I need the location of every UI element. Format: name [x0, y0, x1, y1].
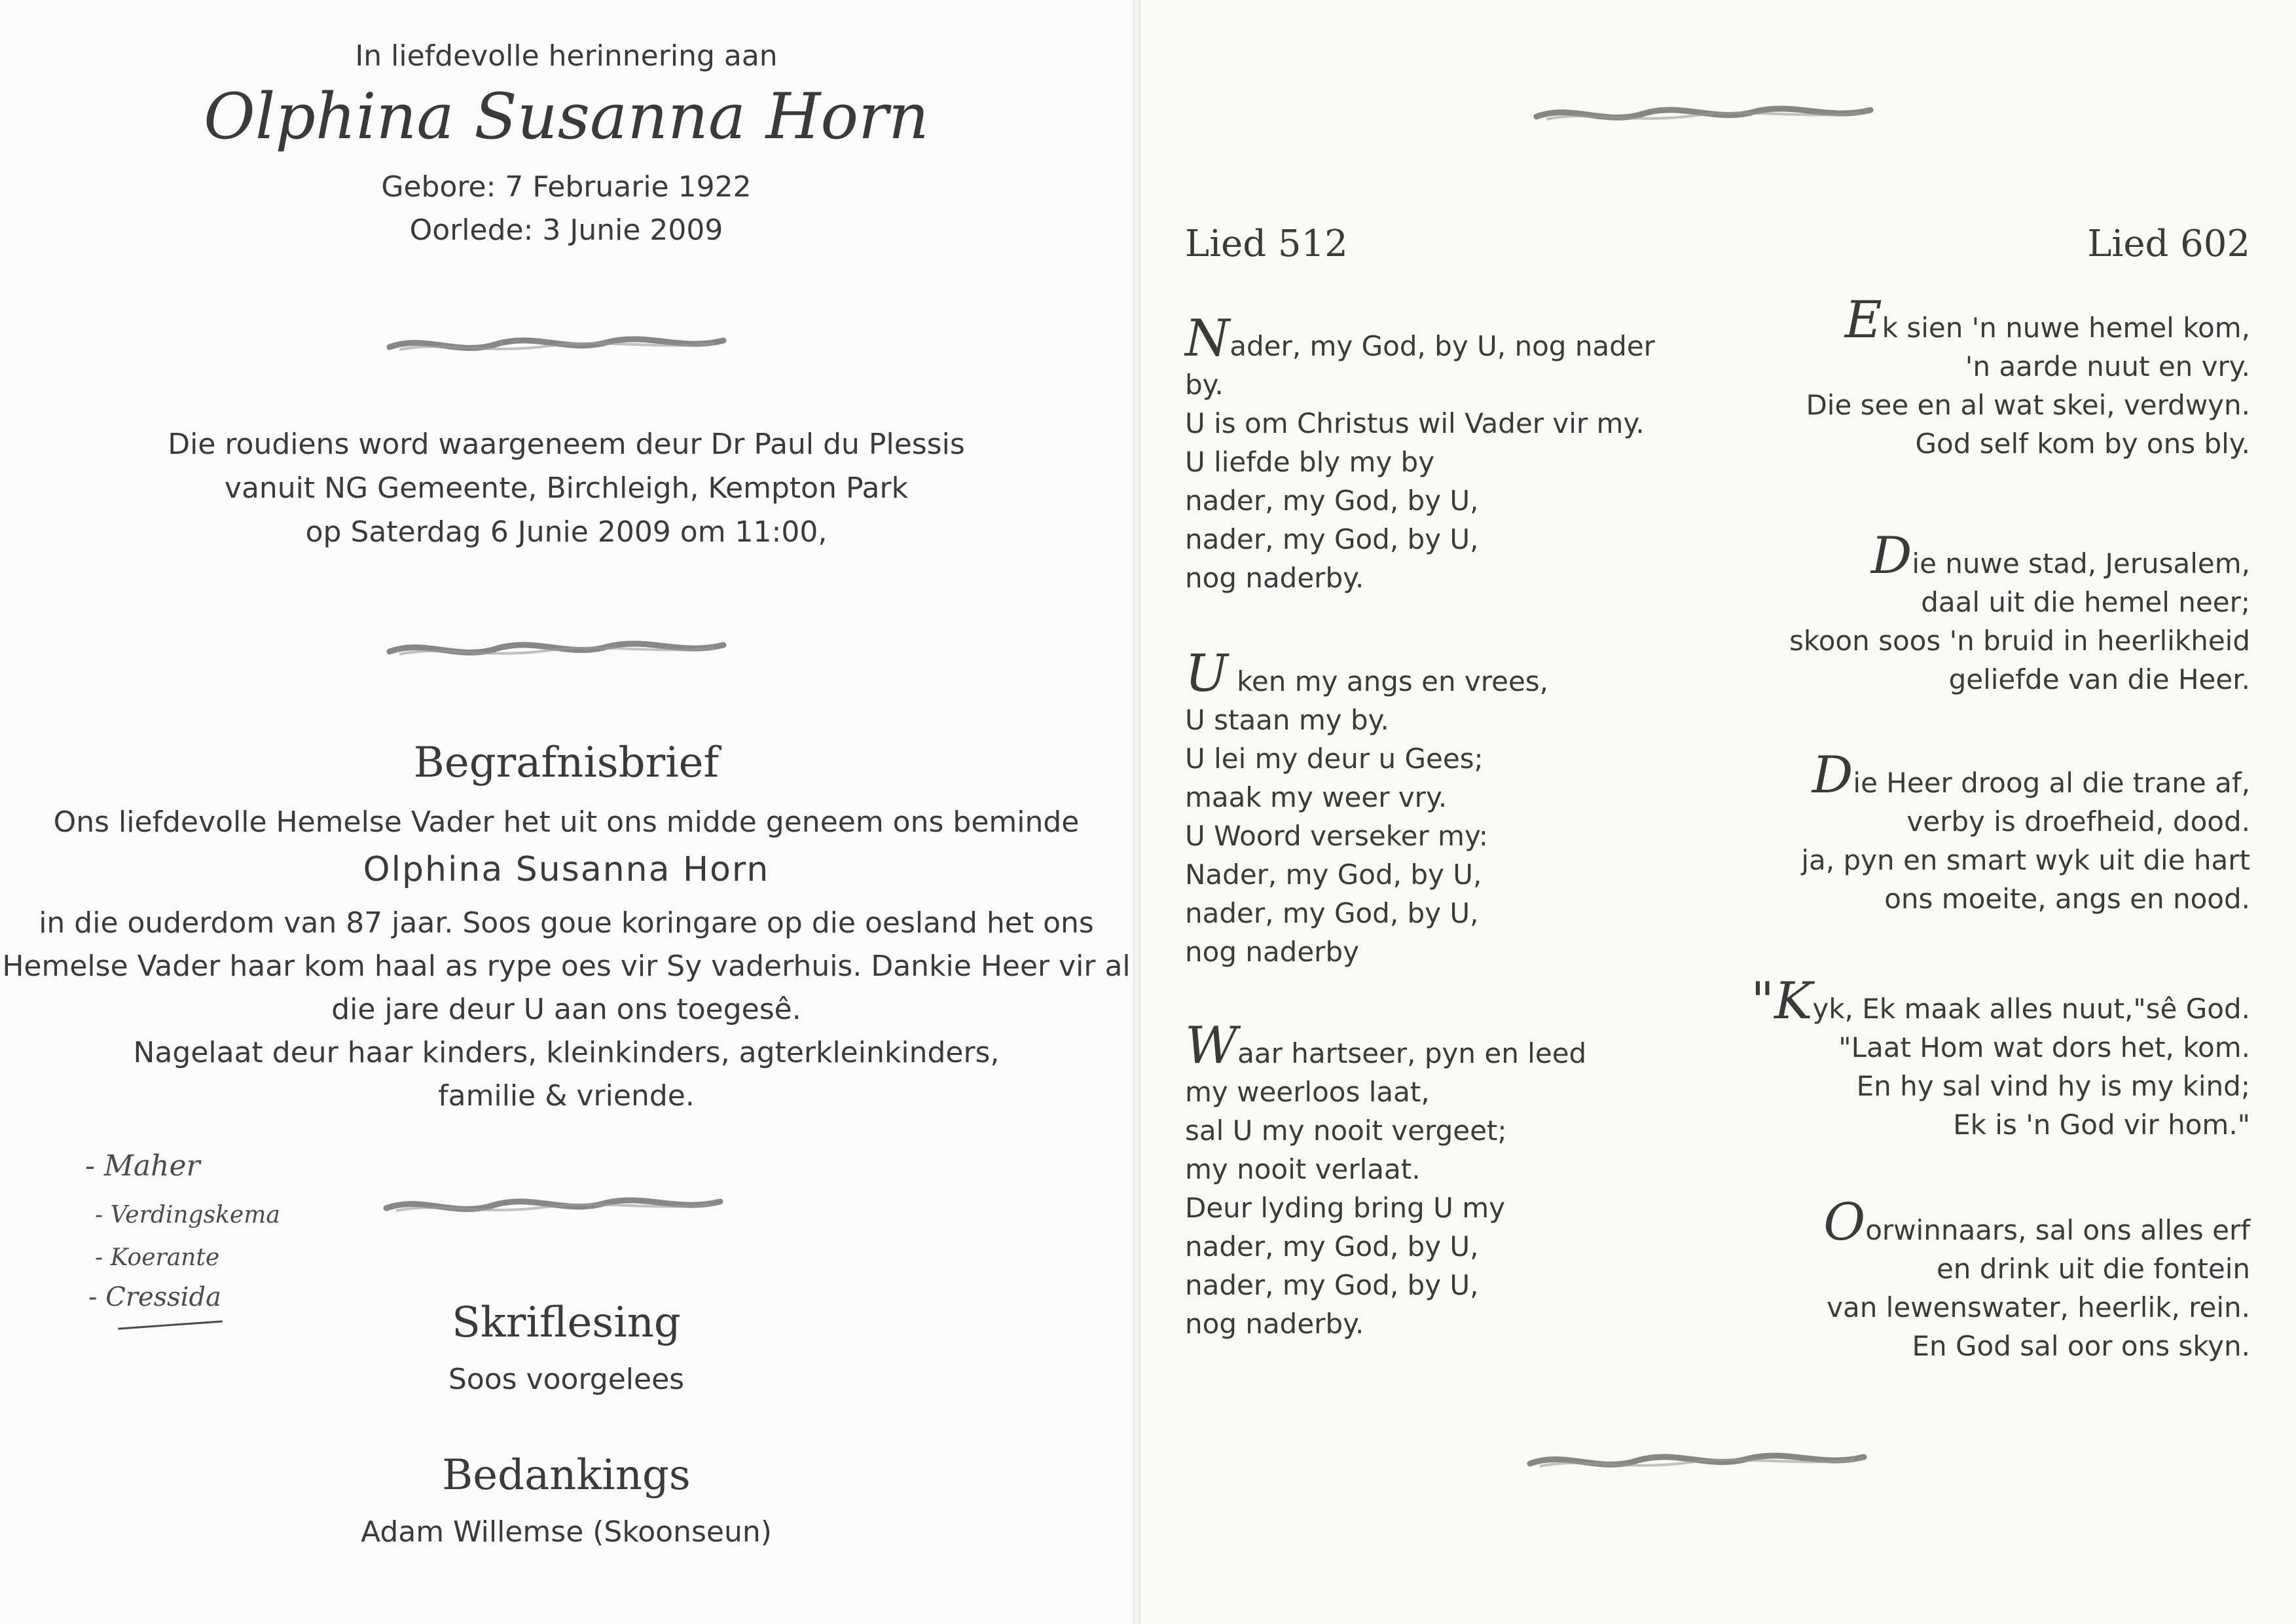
obituary-line-2: Hemelse Vader haar kom haal as rype oes vir Sy vaderhuis. Dankie Heer vir al	[2, 950, 1131, 983]
hymn-512-verse-2	[1185, 644, 1549, 971]
obituary-line-1: in die ouderdom van 87 jaar. Soos goue koringare op die oesland het ons	[39, 906, 1094, 940]
verse-line: God self kom by ons bly.	[1915, 428, 2250, 460]
verse-line: van lewenswater, heerlik, rein.	[1827, 1291, 2250, 1323]
divider-ornament	[386, 632, 727, 665]
verse-line: nader, my God, by U,	[1185, 1230, 1479, 1263]
service-line-3: op Saterdag 6 Junie 2009 om 11:00,	[305, 515, 828, 549]
drop-cap: N	[1185, 309, 1230, 368]
reading-text: Soos voorgelees	[448, 1363, 685, 1396]
divider-ornament	[1527, 1444, 1867, 1477]
thanks-text: Adam Willemse (Skoonseun)	[361, 1515, 772, 1549]
verse-line: verby is droefheid, dood.	[1906, 805, 2250, 838]
intro-text: In liefdevolle herinnering aan	[355, 39, 778, 73]
verse-line: nader, my God, by U,	[1185, 897, 1479, 929]
verse-line: maak my weer vry.	[1185, 781, 1448, 813]
verse-line: Nader, my God, by U,	[1185, 858, 1482, 891]
obituary-name: Olphina Susanna Horn	[363, 850, 770, 889]
right-page	[1140, 0, 2296, 1624]
obituary-lead: Ons liefdevolle Hemelse Vader het uit ons midde geneem ons beminde	[53, 805, 1080, 839]
thanks-title: Bedankings	[442, 1451, 691, 1500]
hymn-602-verse-1	[1806, 291, 2250, 463]
verse-line: en drink uit die fontein	[1936, 1253, 2250, 1285]
drop-cap: "K	[1751, 972, 1813, 1031]
hymn-602-verse-4	[1751, 972, 2250, 1144]
obituary-title: Begrafnisbrief	[413, 739, 720, 787]
obituary-line-5: familie & vriende.	[438, 1079, 695, 1113]
verse-line: my weerloos laat,	[1185, 1076, 1430, 1108]
verse-line: U liefde bly my by	[1185, 446, 1435, 478]
verse-line: U is om Christus wil Vader vir my.	[1185, 407, 1645, 439]
hymn-602-verse-5	[1823, 1193, 2250, 1365]
page-fold	[1133, 0, 1140, 1624]
verse-line: En God sal oor ons skyn.	[1912, 1330, 2250, 1362]
verse-line: Die see en al wat skei, verdwyn.	[1806, 389, 2250, 421]
handwritten-note-3: - Koerante	[95, 1244, 220, 1271]
verse-line: nog naderby	[1185, 936, 1359, 968]
verse-line: orwinnaars, sal ons alles erf	[1865, 1214, 2250, 1246]
drop-cap: O	[1823, 1193, 1866, 1252]
verse-line: my nooit verlaat.	[1185, 1153, 1421, 1185]
verse-line: nog naderby.	[1185, 562, 1364, 594]
verse-line: daal uit die hemel neer;	[1921, 586, 2250, 618]
verse-line: ie nuwe stad, Jerusalem,	[1912, 547, 2250, 580]
drop-cap: E	[1844, 291, 1882, 350]
hymn-512-title: Lied 512	[1185, 223, 1348, 265]
divider-ornament	[383, 1189, 723, 1221]
deceased-name: Olphina Susanna Horn	[204, 80, 929, 153]
drop-cap: D	[1870, 526, 1912, 585]
verse-line: nog naderby.	[1185, 1308, 1364, 1340]
divider-ornament	[386, 327, 727, 360]
birth-date: Gebore: 7 Februarie 1922	[381, 170, 752, 204]
left-page	[0, 0, 1133, 1624]
verse-line: aar hartseer, pyn en leed	[1237, 1037, 1587, 1069]
handwritten-note-2: - Verdingskema	[95, 1202, 280, 1228]
service-line-2: vanuit NG Gemeente, Birchleigh, Kempton Park	[224, 471, 909, 505]
reading-title: Skriflesing	[452, 1299, 681, 1347]
hymn-512-verse-1	[1185, 309, 1655, 597]
verse-line: nader, my God, by U,	[1185, 485, 1479, 517]
drop-cap: W	[1185, 1016, 1238, 1075]
verse-line: nader, my God, by U,	[1185, 523, 1479, 555]
death-date: Oorlede: 3 Junie 2009	[409, 213, 723, 247]
divider-ornament	[1533, 97, 1874, 130]
verse-line: 'n aarde nuut en vry.	[1965, 350, 2250, 382]
verse-line: En hy sal vind hy is my kind;	[1856, 1070, 2250, 1102]
drop-cap: D	[1812, 746, 1853, 805]
verse-line: nader, my God, by U,	[1185, 1269, 1479, 1301]
verse-line: ja, pyn en smart wyk uit die hart	[1801, 844, 2250, 876]
verse-line: skoon soos 'n bruid in heerlikheid	[1789, 625, 2250, 657]
obituary-line-3: die jare deur U aan ons toegesê.	[331, 993, 801, 1026]
verse-line: yk, Ek maak alles nuut,"sê God.	[1812, 993, 2250, 1025]
verse-line: k sien 'n nuwe hemel kom,	[1882, 312, 2250, 344]
obituary-line-4: Nagelaat deur haar kinders, kleinkinders, agterkleinkinders,	[133, 1036, 1000, 1069]
drop-cap: U	[1185, 644, 1228, 703]
service-line-1: Die roudiens word waargeneem deur Dr Paul du Plessis	[168, 428, 965, 461]
hymn-602-verse-2	[1789, 526, 2250, 699]
verse-line: ader, my God, by U, nog nader	[1230, 330, 1655, 362]
verse-line: by.	[1185, 369, 1224, 401]
verse-line: U staan my by.	[1185, 704, 1389, 736]
hymn-602-verse-3	[1801, 746, 2250, 918]
verse-line: U Woord verseker my:	[1185, 820, 1488, 852]
verse-line: ken my angs en vrees,	[1228, 665, 1549, 697]
verse-line: sal U my nooit vergeet;	[1185, 1115, 1507, 1147]
handwritten-note-1: - Maher	[85, 1149, 200, 1183]
handwritten-note-4: - Cressida	[88, 1282, 221, 1312]
verse-line: Deur lyding bring U my	[1185, 1192, 1505, 1224]
verse-line: Ek is 'n God vir hom."	[1953, 1109, 2250, 1141]
verse-line: U lei my deur u Gees;	[1185, 743, 1484, 775]
hymn-602-title: Lied 602	[2087, 223, 2250, 265]
verse-line: geliefde van die Heer.	[1948, 663, 2250, 695]
verse-line: ie Heer droog al die trane af,	[1853, 767, 2250, 799]
verse-line: "Laat Hom wat dors het, kom.	[1838, 1031, 2250, 1063]
verse-line: ons moeite, angs en nood.	[1884, 883, 2250, 915]
hymn-512-verse-3	[1185, 1016, 1587, 1343]
